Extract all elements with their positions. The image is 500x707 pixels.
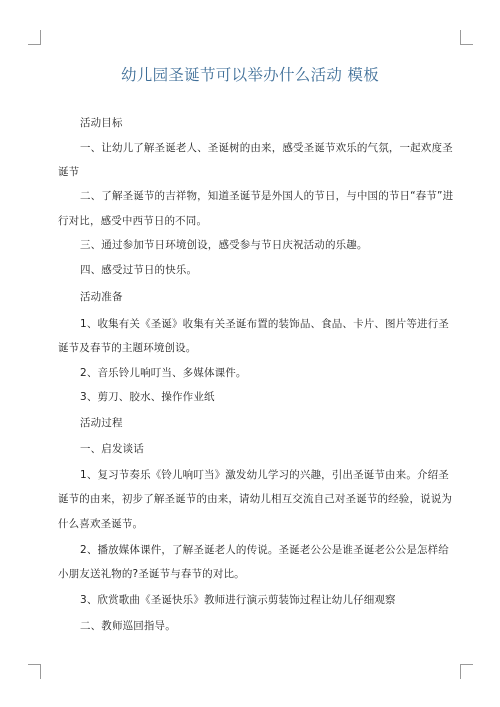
section-heading-process: 活动过程	[80, 417, 123, 429]
paragraph-line: 1、收集有关《圣诞》收集有关圣诞布置的装饰品、食品、卡片、图片等进行圣	[80, 318, 449, 330]
sub-heading-guidance: 二、教师巡回指导。	[80, 620, 176, 632]
paragraph-line: 3、剪刀、胶水、操作作业纸	[80, 391, 215, 403]
paragraph-line: 3、欣赏歌曲《圣诞快乐》教师进行演示剪装饰过程让幼儿仔细观察	[80, 594, 396, 606]
paragraph-line: 什么喜欢圣诞节。	[58, 518, 144, 530]
page-corner-mark-top-right	[460, 30, 473, 45]
sub-heading-talk: 一、启发谈话	[80, 443, 144, 455]
paragraph-line: 诞节及春节的主题环境创设。	[58, 342, 197, 354]
paragraph-line: 行对比，感受中西节日的不同。	[58, 215, 208, 227]
paragraph-line: 诞节的由来，初步了解圣诞节的由来，请幼儿相互交流自己对圣诞节的经验，说说为	[58, 493, 453, 505]
paragraph-line: 诞节	[58, 166, 80, 178]
paragraph-line: 一、让幼儿了解圣诞老人、圣诞树的由来，感受圣诞节欢乐的气氛，一起欢度圣	[80, 142, 453, 154]
section-heading-preparation: 活动准备	[80, 291, 123, 303]
paragraph-line: 四、感受过节日的快乐。	[80, 264, 198, 276]
document-title: 幼儿园圣诞节可以举办什么活动 模板	[120, 66, 380, 84]
paragraph-line: 2、播放媒体课件，了解圣诞老人的传说。圣诞老公公是谁圣诞老公公是怎样给	[80, 544, 449, 556]
paragraph-line: 1、复习节奏乐《铃儿响叮当》激发幼儿学习的兴趣，引出圣诞节由来。介绍圣	[80, 469, 449, 481]
paragraph-line: 三、通过参加节日环境创设，感受参与节日庆祝活动的乐趣。	[80, 239, 368, 251]
section-heading-goals: 活动目标	[80, 117, 123, 129]
paragraph-line: 2、音乐铃儿响叮当、多媒体课件。	[80, 367, 247, 379]
page-corner-mark-bottom-left	[28, 664, 41, 679]
page-corner-mark-bottom-right	[460, 664, 473, 679]
paragraph-line: 二、了解圣诞节的吉祥物，知道圣诞节是外国人的节日，与中国的节日“春节”进	[80, 190, 454, 202]
paragraph-line: 小朋友送礼物的?圣诞节与春节的对比。	[58, 568, 245, 580]
page-corner-mark-top-left	[28, 30, 41, 45]
